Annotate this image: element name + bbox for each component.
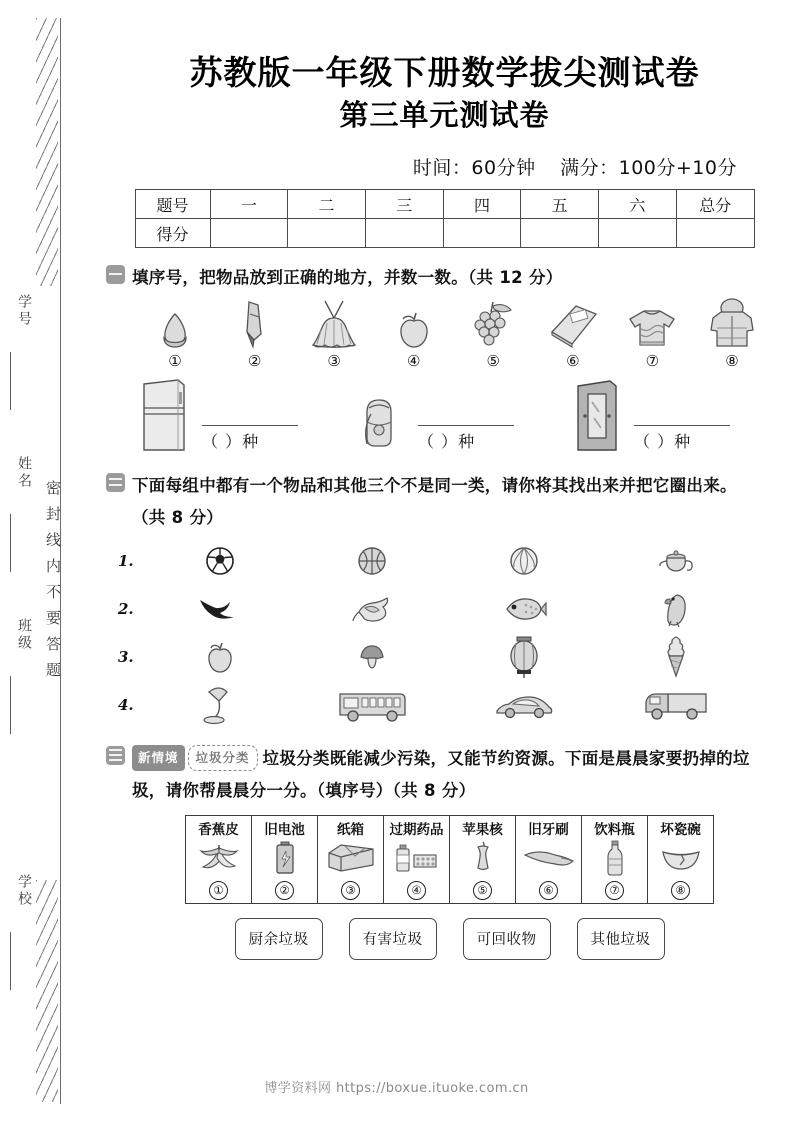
mushroom-icon[interactable]	[296, 635, 448, 679]
question-2-head	[106, 470, 793, 534]
bin-recyclable[interactable]: 可回收物	[463, 918, 551, 960]
sealing-hatch-bottom	[36, 880, 58, 1102]
score-table	[135, 189, 755, 248]
title-line-2: 第三单元测试卷	[339, 97, 550, 132]
garbage-4-index: ④	[407, 881, 426, 900]
exam-time: 时间：60分钟	[412, 157, 536, 180]
container-wardrobe	[560, 378, 772, 454]
refrigerator-answer-block	[202, 408, 298, 454]
lantern-icon[interactable]	[448, 635, 600, 679]
item-4	[381, 300, 447, 370]
backpack-answer-block	[418, 408, 514, 454]
apple-icon[interactable]	[144, 635, 296, 679]
badge-new-scenario: 新情境	[132, 745, 185, 771]
question-1-item-strip	[142, 300, 765, 370]
field-label-class: 班级	[16, 618, 32, 652]
garbage-1-index: ①	[209, 881, 228, 900]
garbage-1-name: 香蕉皮	[198, 821, 239, 838]
score-cell-1[interactable]	[210, 219, 288, 248]
car-icon[interactable]	[448, 683, 600, 727]
ice-cream-icon[interactable]	[600, 635, 752, 679]
apple-icon	[395, 300, 433, 350]
group-row-1	[118, 539, 793, 583]
garbage-7-name: 饮料瓶	[594, 821, 635, 838]
garbage-2-name: 旧电池	[264, 821, 305, 838]
question-3-marker-icon	[106, 746, 125, 765]
backpack-count: （ ）种	[418, 432, 476, 452]
carton-box-icon	[318, 838, 383, 878]
wardrobe-answer-block	[634, 408, 730, 454]
wardrobe-answer-blank[interactable]	[634, 408, 730, 426]
wardrobe-icon	[560, 378, 630, 454]
question-2	[106, 470, 793, 726]
garbage-8-name: 坏瓷碗	[660, 821, 701, 838]
sealing-margin	[0, 0, 96, 1122]
garbage-table-row	[186, 815, 714, 903]
garbage-cell-1[interactable]	[186, 815, 252, 903]
medicine-icon	[384, 838, 449, 878]
garbage-table	[185, 815, 714, 904]
score-cell-6[interactable]	[599, 219, 677, 248]
score-header-4: 四	[443, 190, 521, 219]
fish-icon[interactable]	[448, 587, 600, 631]
toothbrush-icon	[516, 838, 581, 878]
question-1-container-row	[128, 378, 793, 454]
question-1-text: 填序号，把物品放到正确的地方，并数一数。（共 12 分）	[132, 268, 563, 288]
score-cell-4[interactable]	[443, 219, 521, 248]
book-icon	[546, 300, 600, 350]
group-3-number: 3.	[118, 647, 134, 666]
teapot-icon[interactable]	[600, 539, 752, 583]
item-7-index: ⑦	[645, 352, 660, 371]
pen-icon	[241, 300, 269, 350]
score-header-6: 六	[599, 190, 677, 219]
score-header-1: 一	[210, 190, 288, 219]
garbage-8-index: ⑧	[671, 881, 690, 900]
field-label-name: 姓名	[16, 456, 32, 490]
soccer-ball-icon[interactable]	[144, 539, 296, 583]
field-line-class[interactable]	[10, 676, 11, 734]
score-cell-3[interactable]	[365, 219, 443, 248]
item-6-index: ⑥	[566, 352, 580, 371]
broken-bowl-icon	[648, 838, 713, 878]
dove-icon[interactable]	[296, 587, 448, 631]
score-header-2: 二	[288, 190, 366, 219]
item-2-index: ②	[247, 352, 262, 371]
parrot-icon[interactable]	[600, 587, 752, 631]
refrigerator-icon	[128, 378, 198, 454]
bin-other-waste[interactable]: 其他垃圾	[577, 918, 665, 960]
container-backpack	[344, 394, 556, 454]
question-1-marker-icon	[106, 265, 125, 284]
item-4-index: ④	[406, 352, 421, 371]
sealing-hatch-top	[36, 18, 58, 286]
banana-peel-icon	[186, 838, 251, 878]
field-line-school[interactable]	[10, 932, 11, 990]
field-line-student-id[interactable]	[10, 352, 11, 410]
group-2-number: 2.	[118, 599, 134, 618]
score-table-header-row	[135, 190, 754, 219]
score-cell-2[interactable]	[288, 219, 366, 248]
garbage-3-index: ③	[341, 881, 360, 900]
garbage-7-index: ⑦	[605, 881, 624, 900]
group-row-4	[118, 683, 793, 727]
item-8-index: ⑧	[725, 352, 739, 371]
desk-lamp-icon[interactable]	[144, 683, 296, 727]
footer-url: https://boxue.ituoke.com.cn	[335, 1081, 529, 1096]
garbage-cell-6[interactable]	[516, 815, 582, 903]
question-3-text-wrap	[132, 743, 762, 807]
item-2	[222, 300, 288, 370]
garbage-cell-8[interactable]	[648, 815, 714, 903]
sealing-instruction: 密封线内不要答题	[44, 480, 62, 688]
garbage-cell-2[interactable]	[252, 815, 318, 903]
item-1-index: ①	[168, 352, 182, 371]
chestnut-icon	[155, 300, 195, 350]
battery-icon	[252, 838, 317, 878]
score-header-label: 题号	[135, 190, 210, 219]
group-row-2	[118, 587, 793, 631]
field-label-student-id: 学号	[16, 294, 32, 328]
garbage-cell-7[interactable]	[582, 815, 648, 903]
garbage-bin-row	[106, 918, 793, 960]
score-cell-5[interactable]	[521, 219, 599, 248]
exam-total: 满分：100分+10分	[560, 157, 737, 180]
garbage-cell-3[interactable]	[318, 815, 384, 903]
score-header-3: 三	[365, 190, 443, 219]
dress-icon	[307, 300, 361, 350]
refrigerator-answer-blank[interactable]	[202, 408, 298, 426]
item-3	[301, 300, 367, 370]
garbage-2-index: ②	[275, 881, 294, 900]
refrigerator-count: （ ）种	[202, 432, 260, 452]
question-3	[106, 743, 793, 960]
backpack-icon	[344, 394, 414, 454]
grapes-icon	[467, 300, 519, 350]
group-4-number: 4.	[118, 695, 134, 714]
truck-icon[interactable]	[600, 683, 752, 727]
backpack-answer-blank[interactable]	[418, 408, 514, 426]
container-refrigerator	[128, 378, 340, 454]
garbage-5-index: ⑤	[473, 881, 492, 900]
footer	[0, 1077, 793, 1096]
field-line-name[interactable]	[10, 514, 11, 572]
sweater-icon	[624, 300, 680, 350]
garbage-6-name: 旧牙刷	[528, 821, 569, 838]
item-8	[699, 300, 765, 370]
score-header-total: 总分	[676, 190, 754, 219]
item-6	[540, 300, 606, 370]
score-table-value-row	[135, 219, 754, 248]
garbage-4-name: 过期药品	[389, 821, 444, 838]
page-title	[96, 52, 793, 133]
garbage-cell-4[interactable]	[384, 815, 450, 903]
basketball-icon[interactable]	[296, 539, 448, 583]
title-line-1: 苏教版一年级下册数学拔尖测试卷	[189, 53, 700, 92]
field-label-school: 学校	[16, 874, 32, 908]
item-5	[460, 300, 526, 370]
score-header-5: 五	[521, 190, 599, 219]
paper-body	[96, 0, 793, 1122]
footer-site: 博学资料网	[264, 1081, 332, 1096]
score-cell-total[interactable]	[676, 219, 754, 248]
garbage-3-name: 纸箱	[337, 821, 364, 838]
item-7	[619, 300, 685, 370]
bin-kitchen-waste[interactable]: 厨余垃圾	[235, 918, 323, 960]
jacket-icon	[705, 300, 759, 350]
swallow-icon[interactable]	[144, 587, 296, 631]
bottle-icon	[582, 838, 647, 878]
exam-meta	[96, 153, 793, 180]
garbage-5-name: 苹果核	[462, 821, 503, 838]
question-3-head	[106, 743, 793, 807]
beach-ball-icon[interactable]	[448, 539, 600, 583]
item-1	[142, 300, 208, 370]
item-5-index: ⑤	[486, 352, 500, 371]
question-1-head	[106, 262, 793, 294]
question-3-text: 垃圾分类既能减少污染，又能节约资源。下面是晨晨家要扔掉的垃圾，请你帮晨晨分一分。（填序号）（共 8 分）	[132, 748, 750, 800]
group-1-number: 1.	[118, 551, 134, 570]
bus-icon[interactable]	[296, 683, 448, 727]
question-1	[106, 262, 793, 454]
badge-topic-garbage-sorting: 垃圾分类	[188, 745, 258, 771]
garbage-6-index: ⑥	[539, 881, 558, 900]
question-2-text: 下面每组中都有一个物品和其他三个不是同一类，请你将其找出来并把它圈出来。（共 8 分）	[132, 476, 737, 528]
question-2-marker-icon	[106, 473, 125, 492]
garbage-cell-5[interactable]	[450, 815, 516, 903]
item-3-index: ③	[327, 352, 341, 371]
bin-hazardous-waste[interactable]: 有害垃圾	[349, 918, 437, 960]
score-value-label: 得分	[135, 219, 210, 248]
group-row-3	[118, 635, 793, 679]
wardrobe-count: （ ）种	[634, 432, 692, 452]
apple-core-icon	[450, 838, 515, 878]
